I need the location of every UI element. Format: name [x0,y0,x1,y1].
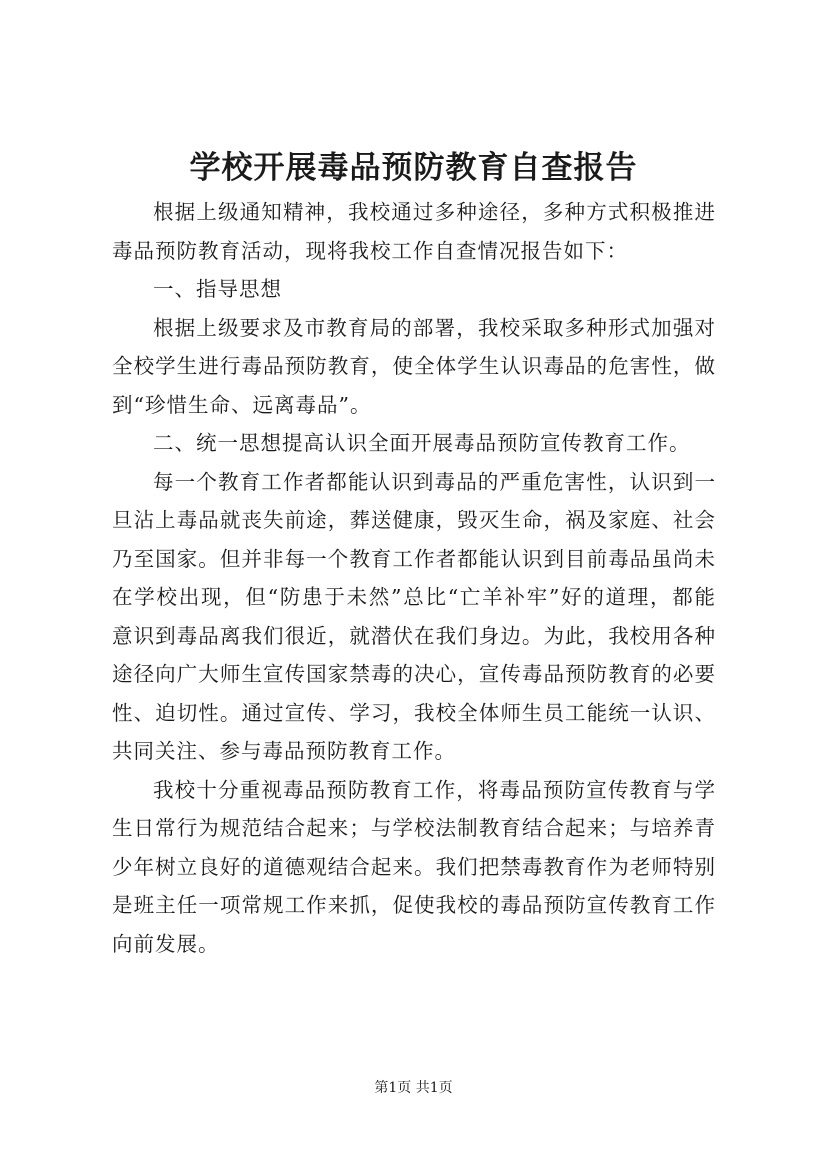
intro-paragraph: 根据上级通知精神，我校通过多种途径，多种方式积极推进毒品预防教育活动，现将我校工作自查情况报告如下： [112,200,716,263]
importance-paragraph: 我校十分重视毒品预防教育工作，将毒品预防宣传教育与学生日常行为规范结合起来；与学校法制教育结合起来；与培养青少年树立良好的道德观结合起来。我们把禁毒教育作为老师特别是班主任一项常规工作来抓，促使我校的毒品预防宣传教育工作向前发展。 [112,777,716,956]
guiding-thought-paragraph: 根据上级要求及市教育局的部署，我校采取多种形式加强对全校学生进行毒品预防教育，使全体学生认识毒品的危害性，做到“珍惜生命、远离毒品”。 [112,315,716,417]
document-body [112,193,716,963]
awareness-paragraph: 每一个教育工作者都能认识到毒品的严重危害性，认识到一旦沾上毒品就丧失前途，葬送健康，毁灭生命，祸及家庭、社会乃至国家。但并非每一个教育工作者都能认识到目前毒品虽尚未在学校出现，但“防患于未然”总比“亡羊补牢”好的道理，都能意识到毒品离我们很近，就潜伏在我们身边。为此，我校用各种途径向广大师生宣传国家禁毒的决心，宣传毒品预防教育的必要性、迫切性。通过宣传、学习，我校全体师生员工能统一认识、共同关注、参与毒品预防教育工作。 [112,469,716,763]
section-heading-guiding-thought: 一、指导思想 [153,277,282,301]
document-title: 学校开展毒品预防教育自查报告 [189,150,638,186]
section-heading-unify-thinking: 二、统一思想提高认识全面开展毒品预防宣传教育工作。 [153,431,691,455]
page-number-footer: 第1页 共1页 [374,1080,453,1096]
